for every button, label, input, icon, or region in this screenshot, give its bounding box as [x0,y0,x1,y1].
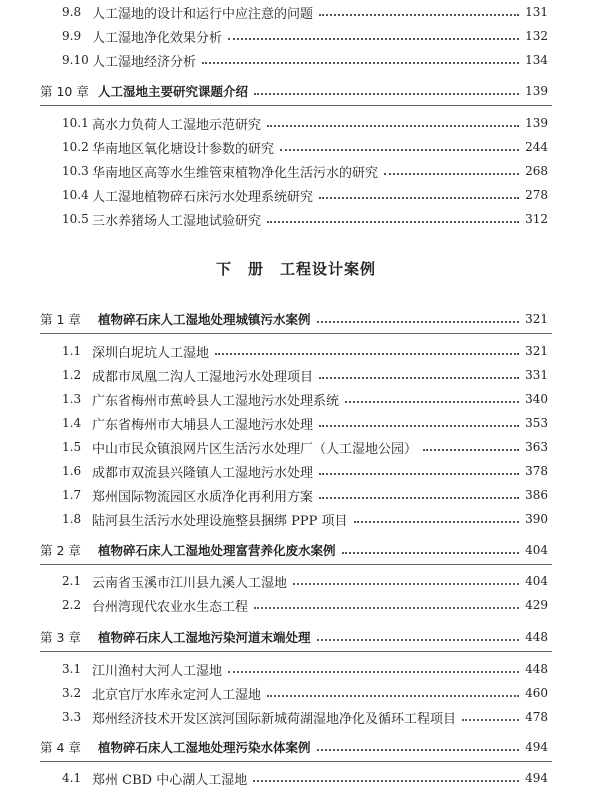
toc-entry [62,768,548,788]
toc-entry [62,461,548,481]
chapter-title: 人工湿地主要研究课题介绍 [98,84,249,99]
chapter-number: 第 4 章 [40,740,81,755]
part-title: 下 册 工程设计案例 [215,260,376,278]
section-title: 人工湿地植物碎石床污水处理系统研究 [92,189,314,205]
toc-entry [62,26,548,46]
section-number: 1.8 [62,512,82,526]
chapter-divider [40,761,552,762]
toc-entry [62,209,548,229]
page-number: 331 [525,368,548,382]
page-number: 353 [525,416,548,430]
section-title: 北京官厅水库永定河人工湿地 [92,687,262,703]
section-title: 高水力负荷人工湿地示范研究 [92,117,262,133]
toc-entry [62,437,548,457]
section-title: 三水养猪场人工湿地试验研究 [92,213,262,229]
leader-dots [215,353,519,355]
section-title: 人工湿地经济分析 [92,54,197,70]
toc-entry [62,341,548,361]
toc-entry [62,161,548,181]
toc-entry [62,485,548,505]
toc-entry [62,659,548,679]
section-number: 1.2 [62,368,82,382]
chapter-entry [40,540,548,560]
leader-dots [423,449,519,451]
chapter-entry [40,737,548,757]
page-number: 278 [525,188,548,202]
leader-dots [317,321,520,323]
toc-entry [62,365,548,385]
leader-dots [254,93,519,95]
section-number: 10.2 [62,140,89,154]
section-title: 台州湾现代农业水生态工程 [92,599,249,615]
page-number: 448 [525,662,548,676]
section-number: 10.4 [62,188,89,202]
leader-dots [317,639,520,641]
section-title: 广东省梅州市蕉岭县人工湿地污水处理系统 [92,393,340,409]
chapter-divider [40,333,552,334]
leader-dots [319,197,519,199]
leader-dots [319,473,519,475]
page-number: 448 [525,630,548,644]
toc-entry [62,50,548,70]
section-title: 华南地区氧化塘设计参数的研究 [92,141,275,157]
chapter-entry [40,81,548,101]
leader-dots [384,173,519,175]
section-number: 1.5 [62,440,82,454]
section-number: 10.3 [62,164,89,178]
toc-entry [62,2,548,22]
toc-entry [62,185,548,205]
page-number: 429 [525,598,548,612]
page-number: 134 [525,53,548,67]
chapter-title: 植物碎石床人工湿地污染河道末端处理 [98,630,311,645]
chapter-divider [40,651,552,652]
leader-dots [345,401,519,403]
chapter-entry [40,309,548,329]
section-number: 9.8 [62,5,82,19]
leader-dots [254,607,519,609]
page-number: 132 [525,29,548,43]
chapter-number: 第 10 章 [40,84,89,99]
section-title: 广东省梅州市大埔县人工湿地污水处理 [92,417,314,433]
section-number: 4.1 [62,771,82,785]
chapter-number: 第 1 章 [40,312,81,327]
page-number: 478 [525,710,548,724]
chapter-number: 第 2 章 [40,543,81,558]
section-title: 郑州经济技术开发区滨河国际新城荷湖湿地净化及循环工程项目 [92,711,457,727]
page-number: 460 [525,686,548,700]
page-number: 378 [525,464,548,478]
section-number: 1.7 [62,488,82,502]
toc-entry [62,413,548,433]
leader-dots [280,149,519,151]
leader-dots [267,221,519,223]
leader-dots [354,521,520,523]
page-number: 321 [525,344,548,358]
chapter-title: 植物碎石床人工湿地处理污染水体案例 [98,740,311,755]
leader-dots [267,125,519,127]
page-number: 312 [525,212,548,226]
page-number: 390 [525,512,548,526]
leader-dots [319,497,519,499]
toc-entry [62,137,548,157]
page-number: 321 [525,312,548,326]
toc-entry [62,113,548,133]
leader-dots [202,62,519,64]
chapter-number: 第 3 章 [40,630,81,645]
section-title: 郑州国际物流园区水质净化再利用方案 [92,489,314,505]
page-number: 363 [525,440,548,454]
leader-dots [319,14,519,16]
leader-dots [253,780,519,782]
section-title: 华南地区高等水生维管束植物净化生活污水的研究 [92,165,379,181]
leader-dots [319,377,519,379]
chapter-divider [40,564,552,565]
section-number: 1.6 [62,464,82,478]
section-title: 中山市民众镇浪网片区生活污水处理厂（人工湿地公园） [92,441,418,457]
section-title: 江川渔村大河人工湿地 [92,663,223,679]
section-number: 9.9 [62,29,82,43]
leader-dots [319,425,519,427]
toc-entry [62,389,548,409]
page-number: 268 [525,164,548,178]
section-number: 1.1 [62,344,82,358]
section-number: 10.1 [62,116,89,130]
section-number: 2.2 [62,598,82,612]
section-number: 3.3 [62,710,82,724]
section-number: 1.3 [62,392,82,406]
section-number: 2.1 [62,574,82,588]
toc-entry [62,595,548,615]
section-title: 深圳白坭坑人工湿地 [92,345,210,361]
section-title: 成都市凤凰二沟人工湿地污水处理项目 [92,369,314,385]
page-number: 494 [525,771,548,785]
leader-dots [462,719,519,721]
chapter-entry [40,627,548,647]
leader-dots [342,552,520,554]
leader-dots [317,749,520,751]
section-title: 人工湿地的设计和运行中应注意的问题 [92,6,314,22]
page-number: 494 [525,740,548,754]
chapter-title: 植物碎石床人工湿地处理富营养化废水案例 [98,543,336,558]
page-number: 386 [525,488,548,502]
section-number: 9.10 [62,53,89,67]
section-number: 1.4 [62,416,82,430]
section-title: 云南省玉溪市江川县九溪人工湿地 [92,575,288,591]
toc-entry [62,707,548,727]
toc-entry [62,683,548,703]
page-number: 404 [525,574,548,588]
leader-dots [228,671,519,673]
page-number: 244 [525,140,548,154]
leader-dots [293,583,519,585]
section-title: 人工湿地净化效果分析 [92,30,223,46]
section-title: 陆河县生活污水处理设施整县捆绑 PPP 项目 [92,513,348,529]
chapter-title: 植物碎石床人工湿地处理城镇污水案例 [98,312,311,327]
section-number: 3.1 [62,662,82,676]
leader-dots [228,38,519,40]
section-title: 郑州 CBD 中心湖人工湿地 [92,772,248,788]
page-number: 139 [525,84,548,98]
chapter-divider [40,105,552,106]
section-number: 10.5 [62,212,89,226]
page-number: 139 [525,116,548,130]
toc-entry [62,509,548,529]
section-title: 成都市双流县兴隆镇人工湿地污水处理 [92,465,314,481]
toc-entry [62,571,548,591]
page-number: 131 [525,5,548,19]
page-number: 404 [525,543,548,557]
section-number: 3.2 [62,686,82,700]
page-number: 340 [525,392,548,406]
leader-dots [267,695,519,697]
